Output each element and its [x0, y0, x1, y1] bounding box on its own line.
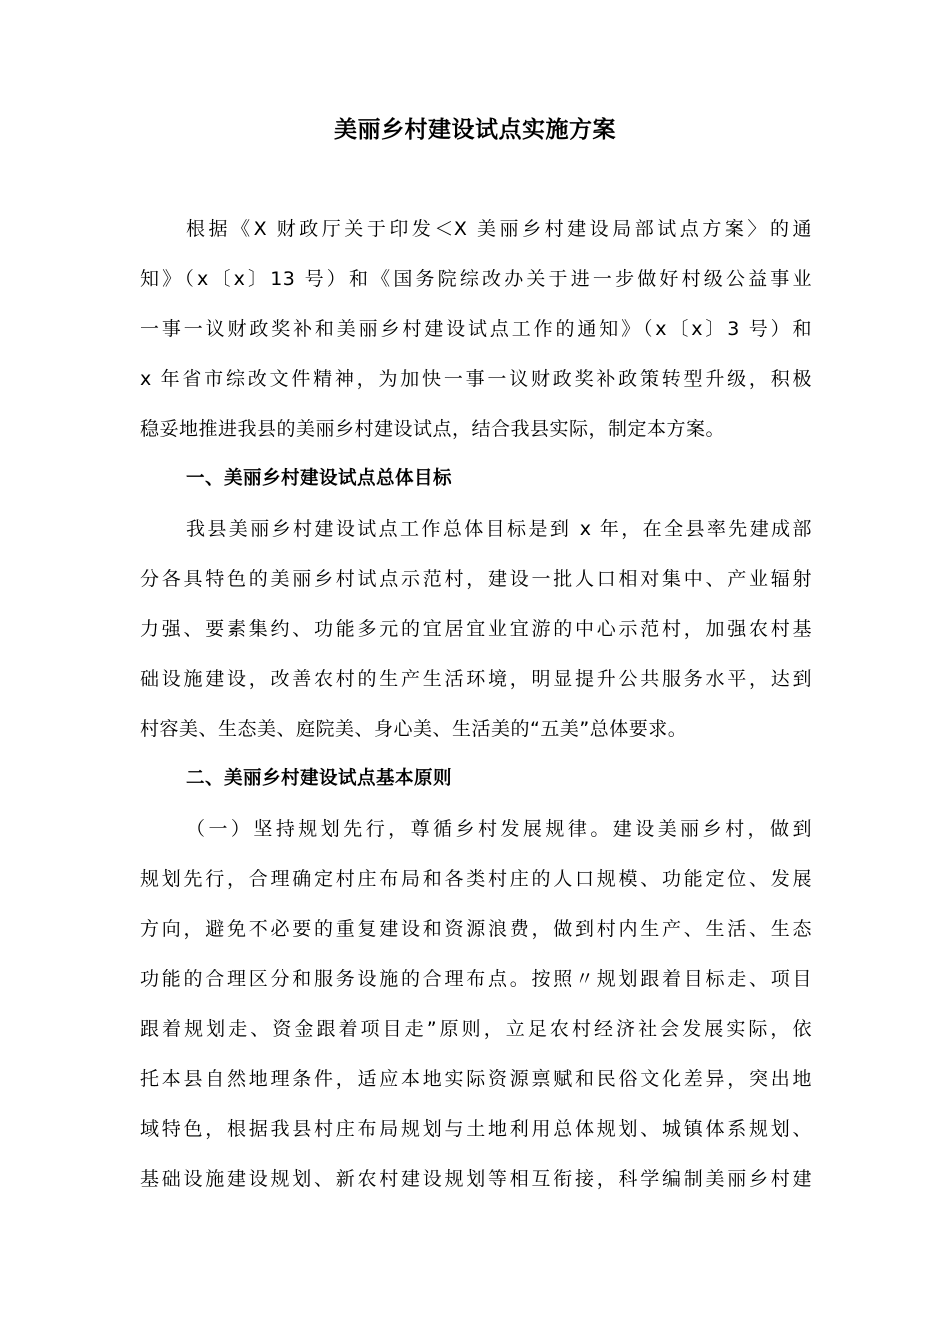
body-line: 根据《X 财政厅关于印发＜X 美丽乡村建设局部试点方案〉的通	[186, 218, 812, 240]
section-heading: 一、美丽乡村建设试点总体目标	[186, 468, 453, 489]
body-line: 域特色，根据我县村庄布局规划与土地利用总体规划、城镇体系规划、	[140, 1118, 812, 1140]
body-line: 方向，避免不必要的重复建设和资源浪费，做到村内生产、生活、生态	[140, 918, 812, 940]
body-line: 基础设施建设规划、新农村建设规划等相互衔接，科学编制美丽乡村建	[140, 1168, 812, 1190]
body-line: 一事一议财政奖补和美丽乡村建设试点工作的通知》（x〔x〕3 号）和	[140, 318, 812, 340]
body-line: （一）坚持规划先行，尊循乡村发展规律。建设美丽乡村，做到	[186, 818, 812, 840]
body-line: 我县美丽乡村建设试点工作总体目标是到 x 年，在全县率先建成部	[186, 518, 812, 540]
document-title: 美丽乡村建设试点实施方案	[334, 117, 616, 143]
body-line: 跟着规划走、资金跟着项目走”原则，立足农村经济社会发展实际，依	[140, 1018, 812, 1040]
body-line: x 年省市综改文件精神，为加快一事一议财政奖补政策转型升级，积极	[140, 368, 812, 390]
body-line: 规划先行，合理确定村庄布局和各类村庄的人口规模、功能定位、发展	[140, 868, 812, 890]
body-line: 稳妥地推进我县的美丽乡村建设试点，结合我县实际，制定本方案。	[140, 418, 726, 440]
body-line: 础设施建设，改善农村的生产生活环境，明显提升公共服务水平，达到	[140, 668, 812, 690]
body-line: 力强、要素集约、功能多元的宜居宜业宜游的中心示范村，加强农村基	[140, 618, 812, 640]
body-line: 功能的合理区分和服务设施的合理布点。按照〃规划跟着目标走、项目	[140, 968, 812, 990]
body-line: 托本县自然地理条件，适应本地实际资源禀赋和民俗文化差异，突出地	[140, 1068, 812, 1090]
body-line: 分各具特色的美丽乡村试点示范村，建设一批人口相对集中、产业辐射	[140, 568, 812, 590]
body-line: 知》（x〔x〕13 号）和《国务院综改办关于进一步做好村级公益事业	[140, 268, 812, 290]
section-heading: 二、美丽乡村建设试点基本原则	[186, 768, 453, 789]
body-line: 村容美、生态美、庭院美、身心美、生活美的“五美”总体要求。	[140, 718, 688, 740]
